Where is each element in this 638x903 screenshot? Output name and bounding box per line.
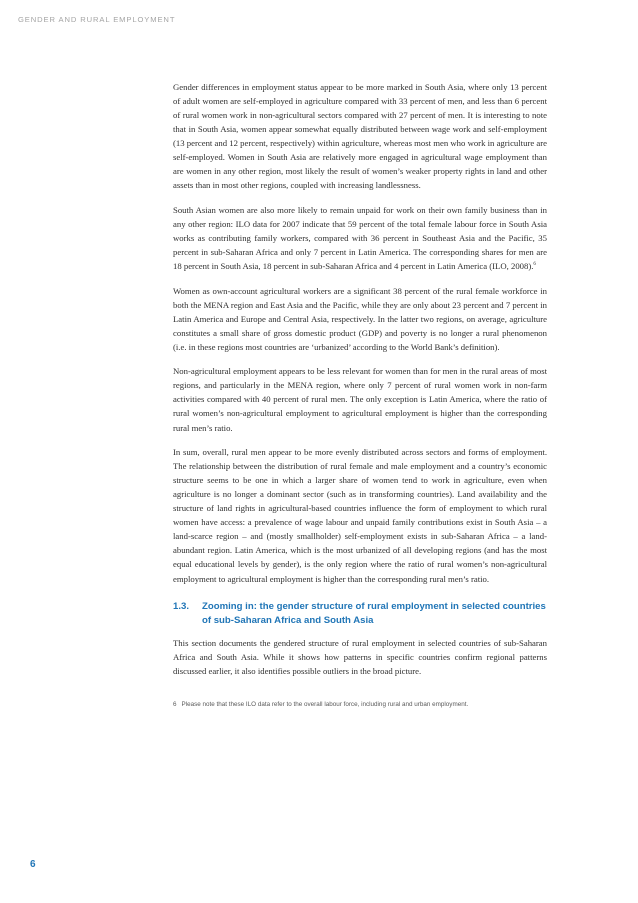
section-number: 1.3. bbox=[173, 600, 190, 612]
footnote-text: Please note that these ILO data refer to the overall labour force, including rural and urban employment. bbox=[181, 700, 469, 708]
section-heading bbox=[173, 600, 547, 628]
paragraph-non-agricultural-employment: Non-agricultural employment appears to be less relevant for women than for men in the rural areas of most regions, and particularly in the MENA region, where only 7 percent of rural women work in non-farm activities compared with 40 percent of rural men. The only exception is Latin America, where the ratio of rural women’s non-agricultural employment to agricultural employment is higher than the corresponding rural men’s ratio. bbox=[173, 366, 547, 433]
page-number: 6 bbox=[30, 859, 36, 870]
footnote bbox=[173, 700, 547, 709]
running-header: GENDER AND RURAL EMPLOYMENT bbox=[18, 15, 176, 24]
section-title: Zooming in: the gender structure of rural employment in selected countries of sub-Saharan Africa and South Asia bbox=[202, 600, 546, 626]
paragraph-section-intro: This section documents the gendered structure of rural employment in selected countries of sub-Saharan Africa and South Asia. While it shows how patterns in specific countries confirm regional patterns discussed earlier, it also identifies possible outliers in the broad picture. bbox=[173, 637, 547, 676]
paragraph-text: South Asian women are also more likely to remain unpaid for work on their own family business than in any other region: ILO data for 2007 indicate that 59 percent of the total female labour force in South Asia works as contributing family workers, compared with 36 percent in Southeast Asia and the Pacific, 35 percent in sub-Saharan Africa and only 7 percent in Latin America. The corresponding shares for men are 18 percent in South Asia, 18 percent in sub-Saharan Africa and 4 percent in Latin America (ILO, 2008). bbox=[173, 204, 547, 272]
footnote-reference[interactable]: 6 bbox=[533, 262, 536, 268]
footnote-number: 6 bbox=[173, 700, 177, 708]
paragraph-own-account-workers: Women as own-account agricultural workers are a significant 38 percent of the rural female workforce in both the MENA region and East Asia and the Pacific, while they are only about 23 percent and 7 percent in Latin America and Europe and Central Asia, respectively. In the latter two regions, on average, agriculture constitutes a small share of gross domestic product (GDP) and poverty is no longer a rural phenomenon (i.e. in these regions most countries are ‘urbanized’ according to the World Bank’s definition). bbox=[173, 285, 547, 352]
main-content bbox=[173, 80, 547, 709]
paragraph-south-asia-status: Gender differences in employment status appear to be more marked in South Asia, where only 13 percent of adult women are self-employed in agriculture compared with 33 percent of men, and less than 6 percent of rural women work in non-agricultural sectors compared with 27 percent of men. It is interesting to note that in South Asia, women appear somewhat equally distributed between wage work and self-employment (13 percent and 12 percent, respectively) within agriculture, whereas most men who work in agriculture are self-employed. Women in South Asia are relatively more engaged in agricultural wage employment than are women in any other region, most likely the result of women’s weaker property rights in land and other assets than in most other regions, coupled with increasing landlessness. bbox=[173, 82, 547, 191]
paragraph-summary: In sum, overall, rural men appear to be more evenly distributed across sectors and forms of employment. The relationship between the distribution of rural female and male employment and a country’s economic structure seems to be one in which a larger share of women tend to work in agriculture, even when agriculture is no longer a dominant sector (such as in transforming countries). Land availability and the structure of land rights in agricultural-based countries influence the form of employment to which rural women have access: a prevalence of wage labour and unpaid family contributions exist in South Asia – a land-scarce region – and (mostly smallholder) self-employment exists in sub-Saharan Africa – a land-abundant region. Latin America, which is the most urbanized of all developing regions (and has the most equal educational levels by gender), is the only region where the ratio of rural women’s non-agricultural employment to agricultural employment is higher than the corresponding rural men’s ratio. bbox=[173, 447, 547, 584]
paragraph-unpaid-family-work bbox=[173, 203, 547, 273]
